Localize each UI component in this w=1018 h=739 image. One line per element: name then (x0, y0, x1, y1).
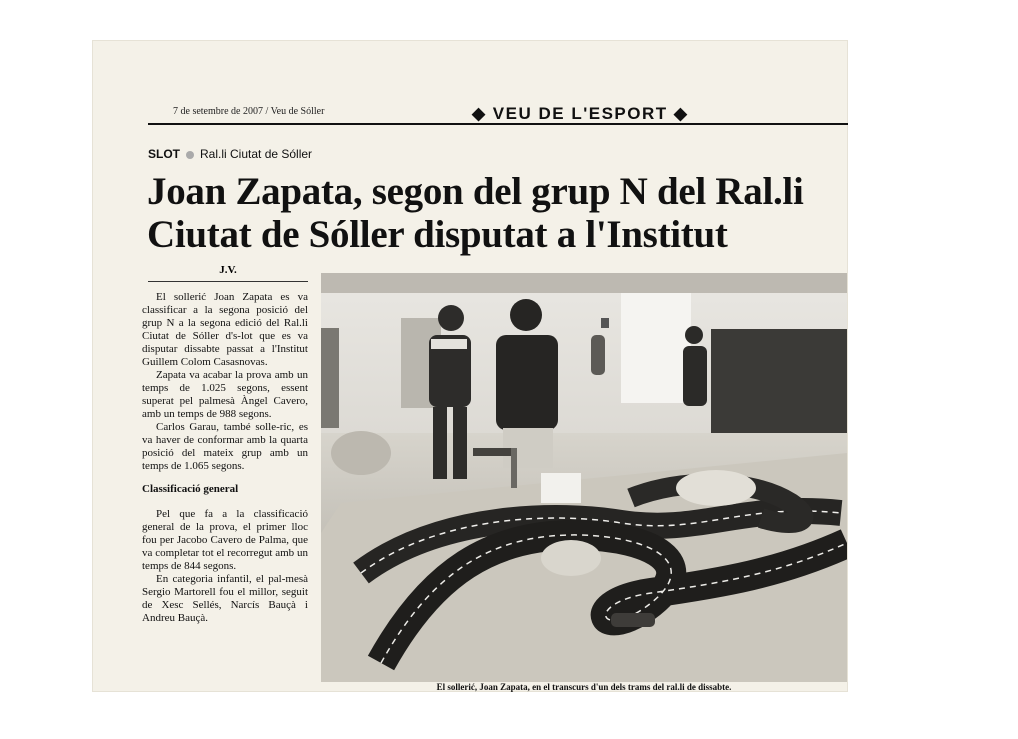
kicker-topic: Ral.li Ciutat de Sóller (200, 147, 313, 161)
photo-caption: El sollerić, Joan Zapata, en el transcurs d'un dels trams del ral.li de dissabte. (436, 682, 732, 692)
paragraph: Zapata va acabar la prova amb un temps de 1.025 segons, essent superat pel palmesà Àngel Cavero, amb un temps de 988 segons. (142, 369, 308, 420)
byline: J.V. (219, 264, 237, 276)
paragraph: El sollerić Joan Zapata es va classificar a la segona posició del grup N a la segona edició del Ral.li Ciutat de Sóller d's-lot que es va disputar dissabte passat a l'Institut Guillem Colom Casasnovas. (142, 291, 308, 368)
header-rule (148, 123, 848, 125)
section-title: ◆ VEU DE L'ESPORT ◆ (472, 104, 689, 123)
article-body (142, 291, 308, 625)
bullet-icon (186, 151, 194, 159)
headline: Joan Zapata, segon del grup N del Ral.li Ciutat de Sóller disputat a l'Institut (147, 170, 804, 256)
paragraph: En categoria infantil, el pal-mesà Sergio Martorell fou el millor, seguit de Xesc Sellés, Narcís Bauçà i Andreu Bauçà. (142, 573, 308, 624)
article-photo (321, 273, 847, 682)
byline-rule (148, 281, 308, 282)
paragraph: Pel que fa a la classificació general de la prova, el primer lloc fou per Jacobo Cavero de Palma, que va completar tot el recorregut amb un temps de 844 segons. (142, 508, 308, 572)
header-date-source: 7 de setembre de 2007 / Veu de Sóller (173, 106, 325, 117)
subheading: Classificació general (142, 483, 239, 495)
slot-track-photo-illustration (321, 273, 847, 682)
paragraph: Carlos Garau, també solle-ric, es va haver de conformar amb la quarta posició del mateix grup amb un temps de 1.065 segons. (142, 421, 308, 472)
kicker (148, 147, 312, 161)
kicker-section: SLOT (148, 147, 180, 161)
